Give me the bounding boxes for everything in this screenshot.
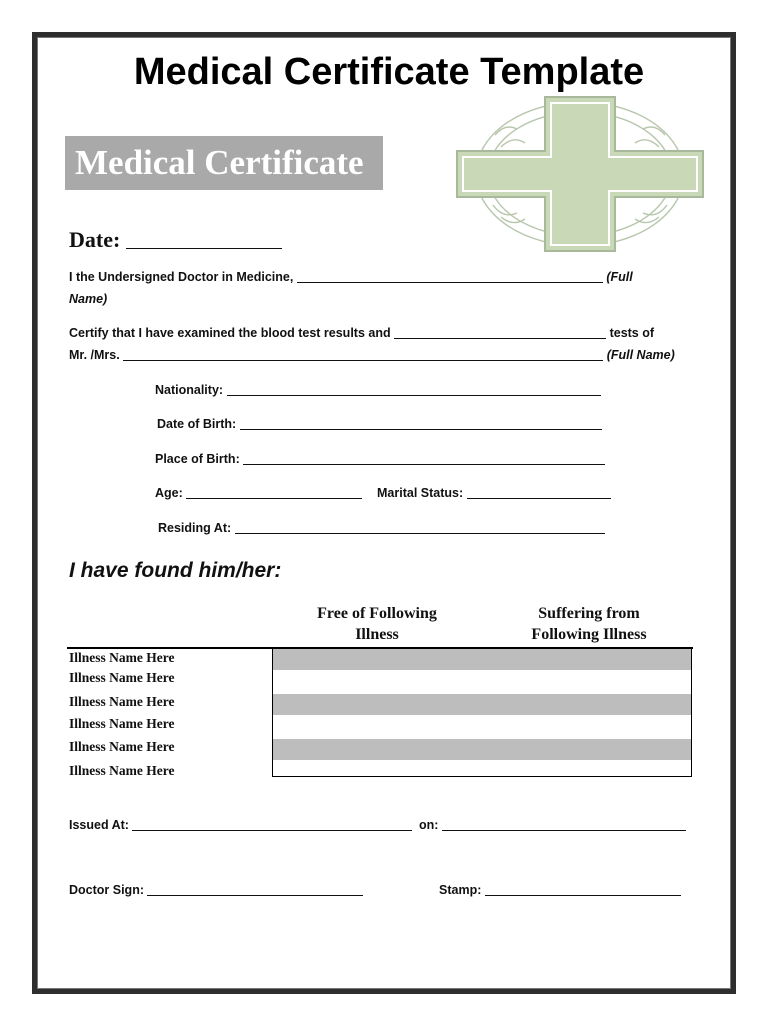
table-row-stripe: [273, 649, 691, 670]
date-field[interactable]: [69, 227, 282, 253]
age-label: Age:: [155, 486, 183, 500]
patient-full-name-hint: (Full Name): [606, 348, 675, 362]
illness-row: Illness Name Here: [69, 670, 175, 685]
date-of-birth-label: Date of Birth:: [157, 417, 237, 431]
issued-on-field[interactable]: [419, 818, 686, 832]
illness-row: Illness Name Here: [69, 650, 175, 665]
illness-row: Illness Name Here: [69, 739, 175, 754]
age-field[interactable]: [155, 486, 362, 500]
place-of-birth-field[interactable]: [155, 452, 605, 466]
place-of-birth-label: Place of Birth:: [155, 452, 240, 466]
patient-name-line[interactable]: [69, 348, 675, 362]
date-of-birth-field[interactable]: [157, 417, 602, 431]
column-free-line2: Illness: [355, 626, 399, 643]
medical-cross-icon: [455, 95, 705, 253]
nationality-field[interactable]: [155, 383, 601, 397]
illness-row: Illness Name Here: [69, 763, 175, 778]
doctor-name-line[interactable]: [69, 270, 633, 284]
illness-table: [272, 649, 692, 777]
column-suffering-line2: Following Illness: [531, 626, 647, 643]
issued-at-field[interactable]: [69, 818, 412, 832]
illness-row: Illness Name Here: [69, 694, 175, 709]
date-label: Date:: [69, 227, 121, 252]
certificate-banner: Medical Certificate: [65, 136, 383, 190]
doctor-sign-label: Doctor Sign:: [69, 883, 144, 897]
table-row-stripe: [273, 739, 691, 760]
marital-status-field[interactable]: [377, 486, 611, 500]
doctor-sign-field[interactable]: [69, 883, 363, 897]
nationality-label: Nationality:: [155, 383, 224, 397]
full-name-hint-cont: Name): [69, 292, 108, 306]
test-results-line[interactable]: [69, 326, 654, 340]
table-row-stripe: [273, 694, 691, 715]
column-free-line1: Free of Following: [317, 605, 437, 622]
marital-status-label: Marital Status:: [377, 486, 464, 500]
doctor-name-label: I the Undersigned Doctor in Medicine,: [69, 270, 294, 284]
tests-of-text: tests of: [609, 326, 655, 340]
stamp-field[interactable]: [439, 883, 681, 897]
column-free-of-illness: [299, 603, 455, 645]
patient-title-label: Mr. /Mrs.: [69, 348, 120, 362]
illness-row: Illness Name Here: [69, 716, 175, 731]
column-suffering-line1: Suffering from: [538, 605, 640, 622]
certify-text: Certify that I have examined the blood test results and: [69, 326, 391, 340]
certificate-page: [32, 32, 736, 994]
issued-at-label: Issued At:: [69, 818, 129, 832]
residing-at-label: Residing At:: [158, 521, 232, 535]
findings-heading: I have found him/her:: [69, 559, 282, 582]
stamp-label: Stamp:: [439, 883, 482, 897]
column-suffering-from: [505, 603, 673, 645]
residing-at-field[interactable]: [158, 521, 605, 535]
full-name-hint: (Full: [606, 270, 633, 284]
issued-on-label: on:: [419, 818, 439, 832]
page-title: Medical Certificate Template: [133, 51, 645, 93]
